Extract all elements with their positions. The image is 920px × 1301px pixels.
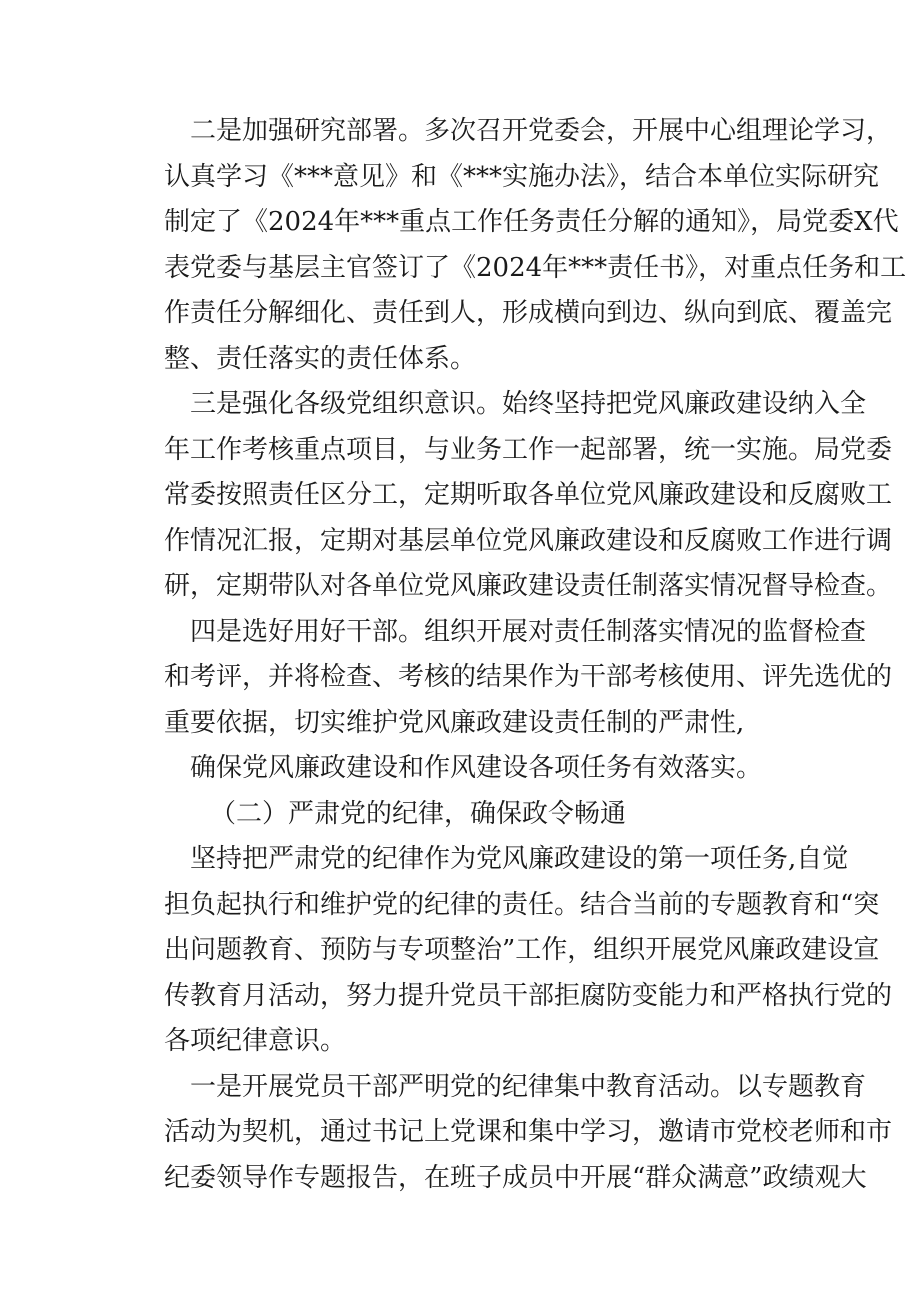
paragraph-1-line-4: 表党委与基层主官签订了《2024年***责任书》，对重点任务和工 xyxy=(164,253,907,283)
paragraph-2-line-4: 作情况汇报，定期对基层单位党风廉政建设和反腐败工作进行调 xyxy=(164,526,893,556)
paragraph-5-line-3: 出问题教育、预防与专项整治”工作，组织开展党风廉政建设宣 xyxy=(164,935,880,965)
paragraph-6-line-2: 活动为契机，通过书记上党课和集中学习，邀请市党校老师和市 xyxy=(164,1117,893,1147)
paragraph-6-line-3: 纪委领导作专题报告，在班子成员中开展“群众满意”政绩观大 xyxy=(164,1163,867,1193)
paragraph-1-line-5: 作责任分解细化、责任到人，形成横向到边、纵向到底、覆盖完 xyxy=(164,298,893,328)
paragraph-5-line-2: 担负起执行和维护党的纪律的责任。结合当前的专题教育和“突 xyxy=(164,890,880,920)
paragraph-2-line-3: 常委按照责任区分工，定期听取各单位党风廉政建设和反腐败工 xyxy=(164,480,893,510)
paragraph-4-line-1: 确保党风廉政建设和作风建设各项任务有效落实。 xyxy=(190,753,763,783)
paragraph-3-line-1: 四是选好用好干部。组织开展对责任制落实情况的监督检查 xyxy=(190,617,867,647)
paragraph-5-line-1: 坚持把严肃党的纪律作为党风廉政建设的第一项任务,自觉 xyxy=(190,844,849,874)
paragraph-2-line-1: 三是强化各级党组织意识。始终坚持把党风廉政建设纳入全 xyxy=(190,389,867,419)
section-heading: （二）严肃党的纪律，确保政令畅通 xyxy=(210,799,627,829)
paragraph-5-line-4: 传教育月活动，努力提升党员干部拒腐防变能力和严格执行党的 xyxy=(164,981,893,1011)
paragraph-1-line-3: 制定了《2024年***重点工作任务责任分解的通知》，局党委X代 xyxy=(164,207,899,237)
paragraph-3-line-2: 和考评，并将检查、考核的结果作为干部考核使用、评先选优的 xyxy=(164,662,893,692)
paragraph-2-line-2: 年工作考核重点项目，与业务工作一起部署，统一实施。局党委 xyxy=(164,435,893,465)
paragraph-3-line-3: 重要依据，切实维护党风廉政建设责任制的严肃性, xyxy=(164,708,745,738)
paragraph-6-line-1: 一是开展党员干部严明党的纪律集中教育活动。以专题教育 xyxy=(190,1072,867,1102)
paragraph-1-line-2: 认真学习《***意见》和《***实施办法》，结合本单位实际研究 xyxy=(164,162,880,192)
paragraph-2-line-5: 研，定期带队对各单位党风廉政建设责任制落实情况督导检查。 xyxy=(164,571,893,601)
paragraph-1-line-1: 二是加强研究部署。多次召开党委会，开展中心组理论学习， xyxy=(190,116,893,146)
paragraph-5-line-5: 各项纪律意识。 xyxy=(164,1026,347,1056)
paragraph-1-line-6: 整、责任落实的责任体系。 xyxy=(164,344,477,374)
